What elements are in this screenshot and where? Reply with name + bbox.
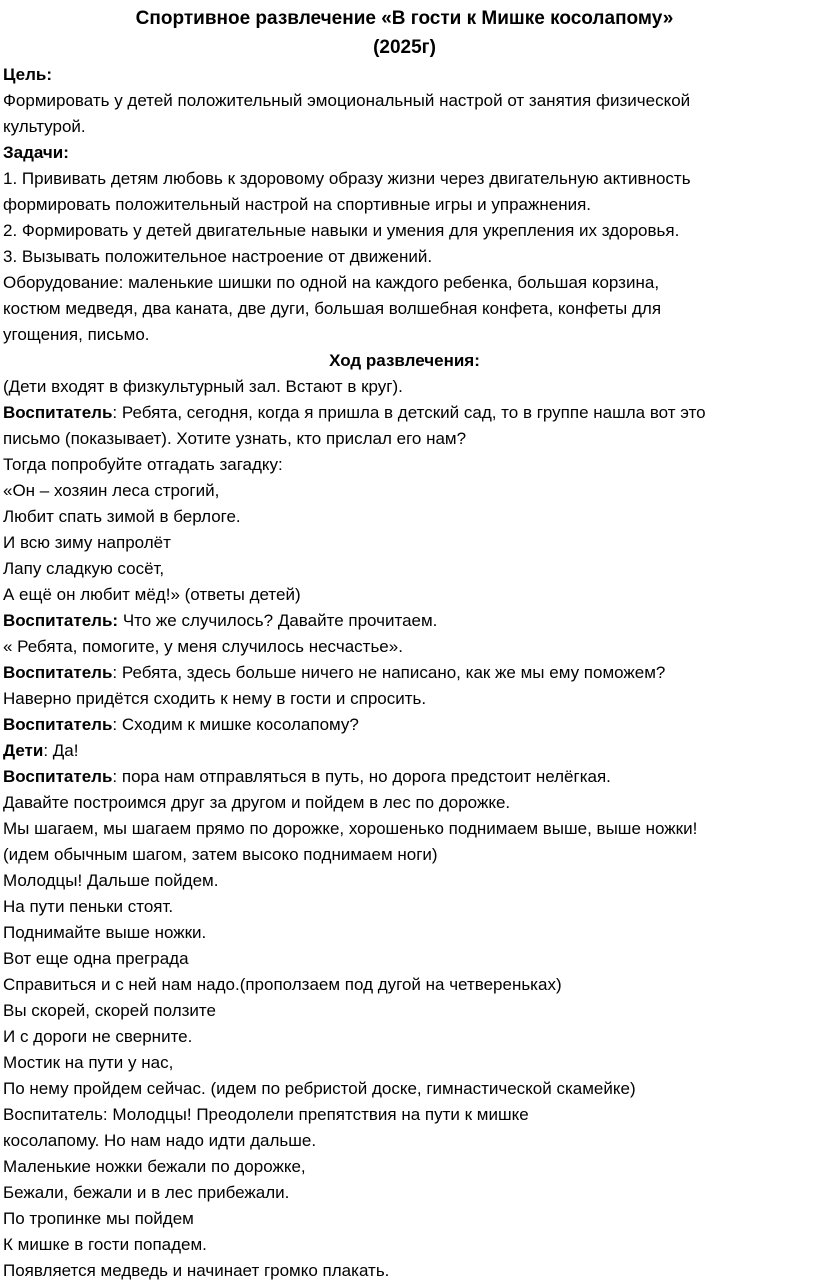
script-line	[3, 452, 806, 478]
equipment-line: костюм медведя, два каната, две дуги, большая волшебная конфета, конфеты для	[3, 299, 662, 318]
script-line	[3, 478, 806, 504]
script-line	[3, 816, 806, 842]
script-line	[3, 894, 806, 920]
script-line	[3, 764, 806, 790]
script-line	[3, 634, 806, 660]
script-text: К мишке в гости попадем.	[3, 1235, 207, 1254]
script-line	[3, 946, 806, 972]
script-text: Лапу сладкую сосёт,	[3, 559, 165, 578]
script-line	[3, 374, 806, 400]
script-text: Справиться и с ней нам надо.(проползаем под дугой на четвереньках)	[3, 975, 562, 994]
script-line	[3, 530, 806, 556]
equipment-line: Оборудование: маленькие шишки по одной на каждого ребенка, большая корзина,	[3, 273, 660, 292]
script-text: Воспитатель: Молодцы! Преодолели препятствия на пути к мишке	[3, 1105, 529, 1124]
script-line	[3, 998, 806, 1024]
script-text: : Ребята, здесь больше ничего не написано, как же мы ему поможем?	[112, 663, 666, 682]
script-text: А ещё он любит мёд!» (ответы детей)	[3, 585, 301, 604]
script-text: Мы шагаем, мы шагаем прямо по дорожке, хорошенько поднимаем выше, выше ножки!	[3, 819, 698, 838]
script-body	[3, 374, 806, 1284]
script-line	[3, 686, 806, 712]
script-line	[3, 1258, 806, 1284]
script-text: письмо (показывает). Хотите узнать, кто прислал его нам?	[3, 429, 467, 448]
speaker-label: Воспитатель:	[3, 611, 119, 630]
script-text: «Он – хозяин леса строгий,	[3, 481, 220, 500]
script-line	[3, 868, 806, 894]
script-line	[3, 1154, 806, 1180]
task-line: 2. Формировать у детей двигательные навыки и умения для укрепления их здоровья.	[3, 221, 680, 240]
script-text: Любит спать зимой в берлоге.	[3, 507, 241, 526]
course-heading: Ход развлечения:	[329, 351, 480, 370]
script-text: На пути пеньки стоят.	[3, 897, 174, 916]
script-text: И всю зиму напролёт	[3, 533, 171, 552]
script-line	[3, 504, 806, 530]
equipment-line: угощения, письмо.	[3, 325, 150, 344]
script-line	[3, 1102, 806, 1128]
script-line	[3, 1180, 806, 1206]
script-line	[3, 1076, 806, 1102]
script-text: : Ребята, сегодня, когда я пришла в детский сад, то в группе нашла вот это	[112, 403, 706, 422]
script-line	[3, 738, 806, 764]
script-text: (Дети входят в физкультурный зал. Встают в круг).	[3, 377, 403, 396]
speaker-label: Воспитатель	[3, 663, 113, 682]
script-text: : Сходим к мишке косолапому?	[112, 715, 359, 734]
tasks-heading: Задачи:	[3, 143, 69, 162]
goal-line: Формировать у детей положительный эмоциональный настрой от занятия физической	[3, 91, 691, 110]
script-text: : пора нам отправляться в путь, но дорога предстоит нелёгкая.	[112, 767, 611, 786]
script-line	[3, 426, 806, 452]
script-line	[3, 1232, 806, 1258]
speaker-label: Воспитатель	[3, 767, 113, 786]
script-line	[3, 712, 806, 738]
script-line	[3, 1050, 806, 1076]
script-text: : Да!	[43, 741, 79, 760]
script-text: Тогда попробуйте отгадать загадку:	[3, 455, 283, 474]
document-title: Спортивное развлечение «В гости к Мишке косолапому»	[135, 8, 674, 29]
script-text: Что же случилось? Давайте прочитаем.	[118, 611, 438, 630]
script-text: И с дороги не сверните.	[3, 1027, 193, 1046]
script-text: По тропинке мы пойдем	[3, 1209, 194, 1228]
goal-heading: Цель:	[3, 65, 52, 84]
goal-line: культурой.	[3, 117, 86, 136]
task-line: формировать положительный настрой на спортивные игры и упражнения.	[3, 195, 592, 214]
script-text: Маленькие ножки бежали по дорожке,	[3, 1157, 306, 1176]
script-line	[3, 556, 806, 582]
script-line	[3, 660, 806, 686]
speaker-label: Воспитатель	[3, 715, 113, 734]
script-text: Давайте построимся друг за другом и пойдем в лес по дорожке.	[3, 793, 511, 812]
script-text: Бежали, бежали и в лес прибежали.	[3, 1183, 290, 1202]
script-text: (идем обычным шагом, затем высоко поднимаем ноги)	[3, 845, 438, 864]
script-text: косолапому. Но нам надо идти дальше.	[3, 1131, 317, 1150]
script-line	[3, 1206, 806, 1232]
script-text: Появляется медведь и начинает громко плакать.	[3, 1261, 390, 1280]
script-text: Наверно придётся сходить к нему в гости и спросить.	[3, 689, 427, 708]
task-line: 1. Прививать детям любовь к здоровому образу жизни через двигательную активность	[3, 169, 691, 188]
script-line	[3, 1024, 806, 1050]
script-text: Молодцы! Дальше пойдем.	[3, 871, 219, 890]
speaker-label: Дети	[3, 741, 44, 760]
script-text: Поднимайте выше ножки.	[3, 923, 207, 942]
script-line	[3, 608, 806, 634]
speaker-label: Воспитатель	[3, 403, 113, 422]
script-line	[3, 790, 806, 816]
script-line	[3, 920, 806, 946]
document-year: (2025г)	[373, 37, 436, 58]
script-line	[3, 582, 806, 608]
script-text: Мостик на пути у нас,	[3, 1053, 174, 1072]
script-text: По нему пройдем сейчас. (идем по ребристой доске, гимнастической скамейке)	[3, 1079, 636, 1098]
script-line	[3, 842, 806, 868]
script-text: Вы скорей, скорей ползите	[3, 1001, 216, 1020]
script-text: Вот еще одна преграда	[3, 949, 189, 968]
task-line: 3. Вызывать положительное настроение от движений.	[3, 247, 433, 266]
script-line	[3, 972, 806, 998]
script-line	[3, 1128, 806, 1154]
script-line	[3, 400, 806, 426]
script-text: « Ребята, помогите, у меня случилось несчастье».	[3, 637, 403, 656]
